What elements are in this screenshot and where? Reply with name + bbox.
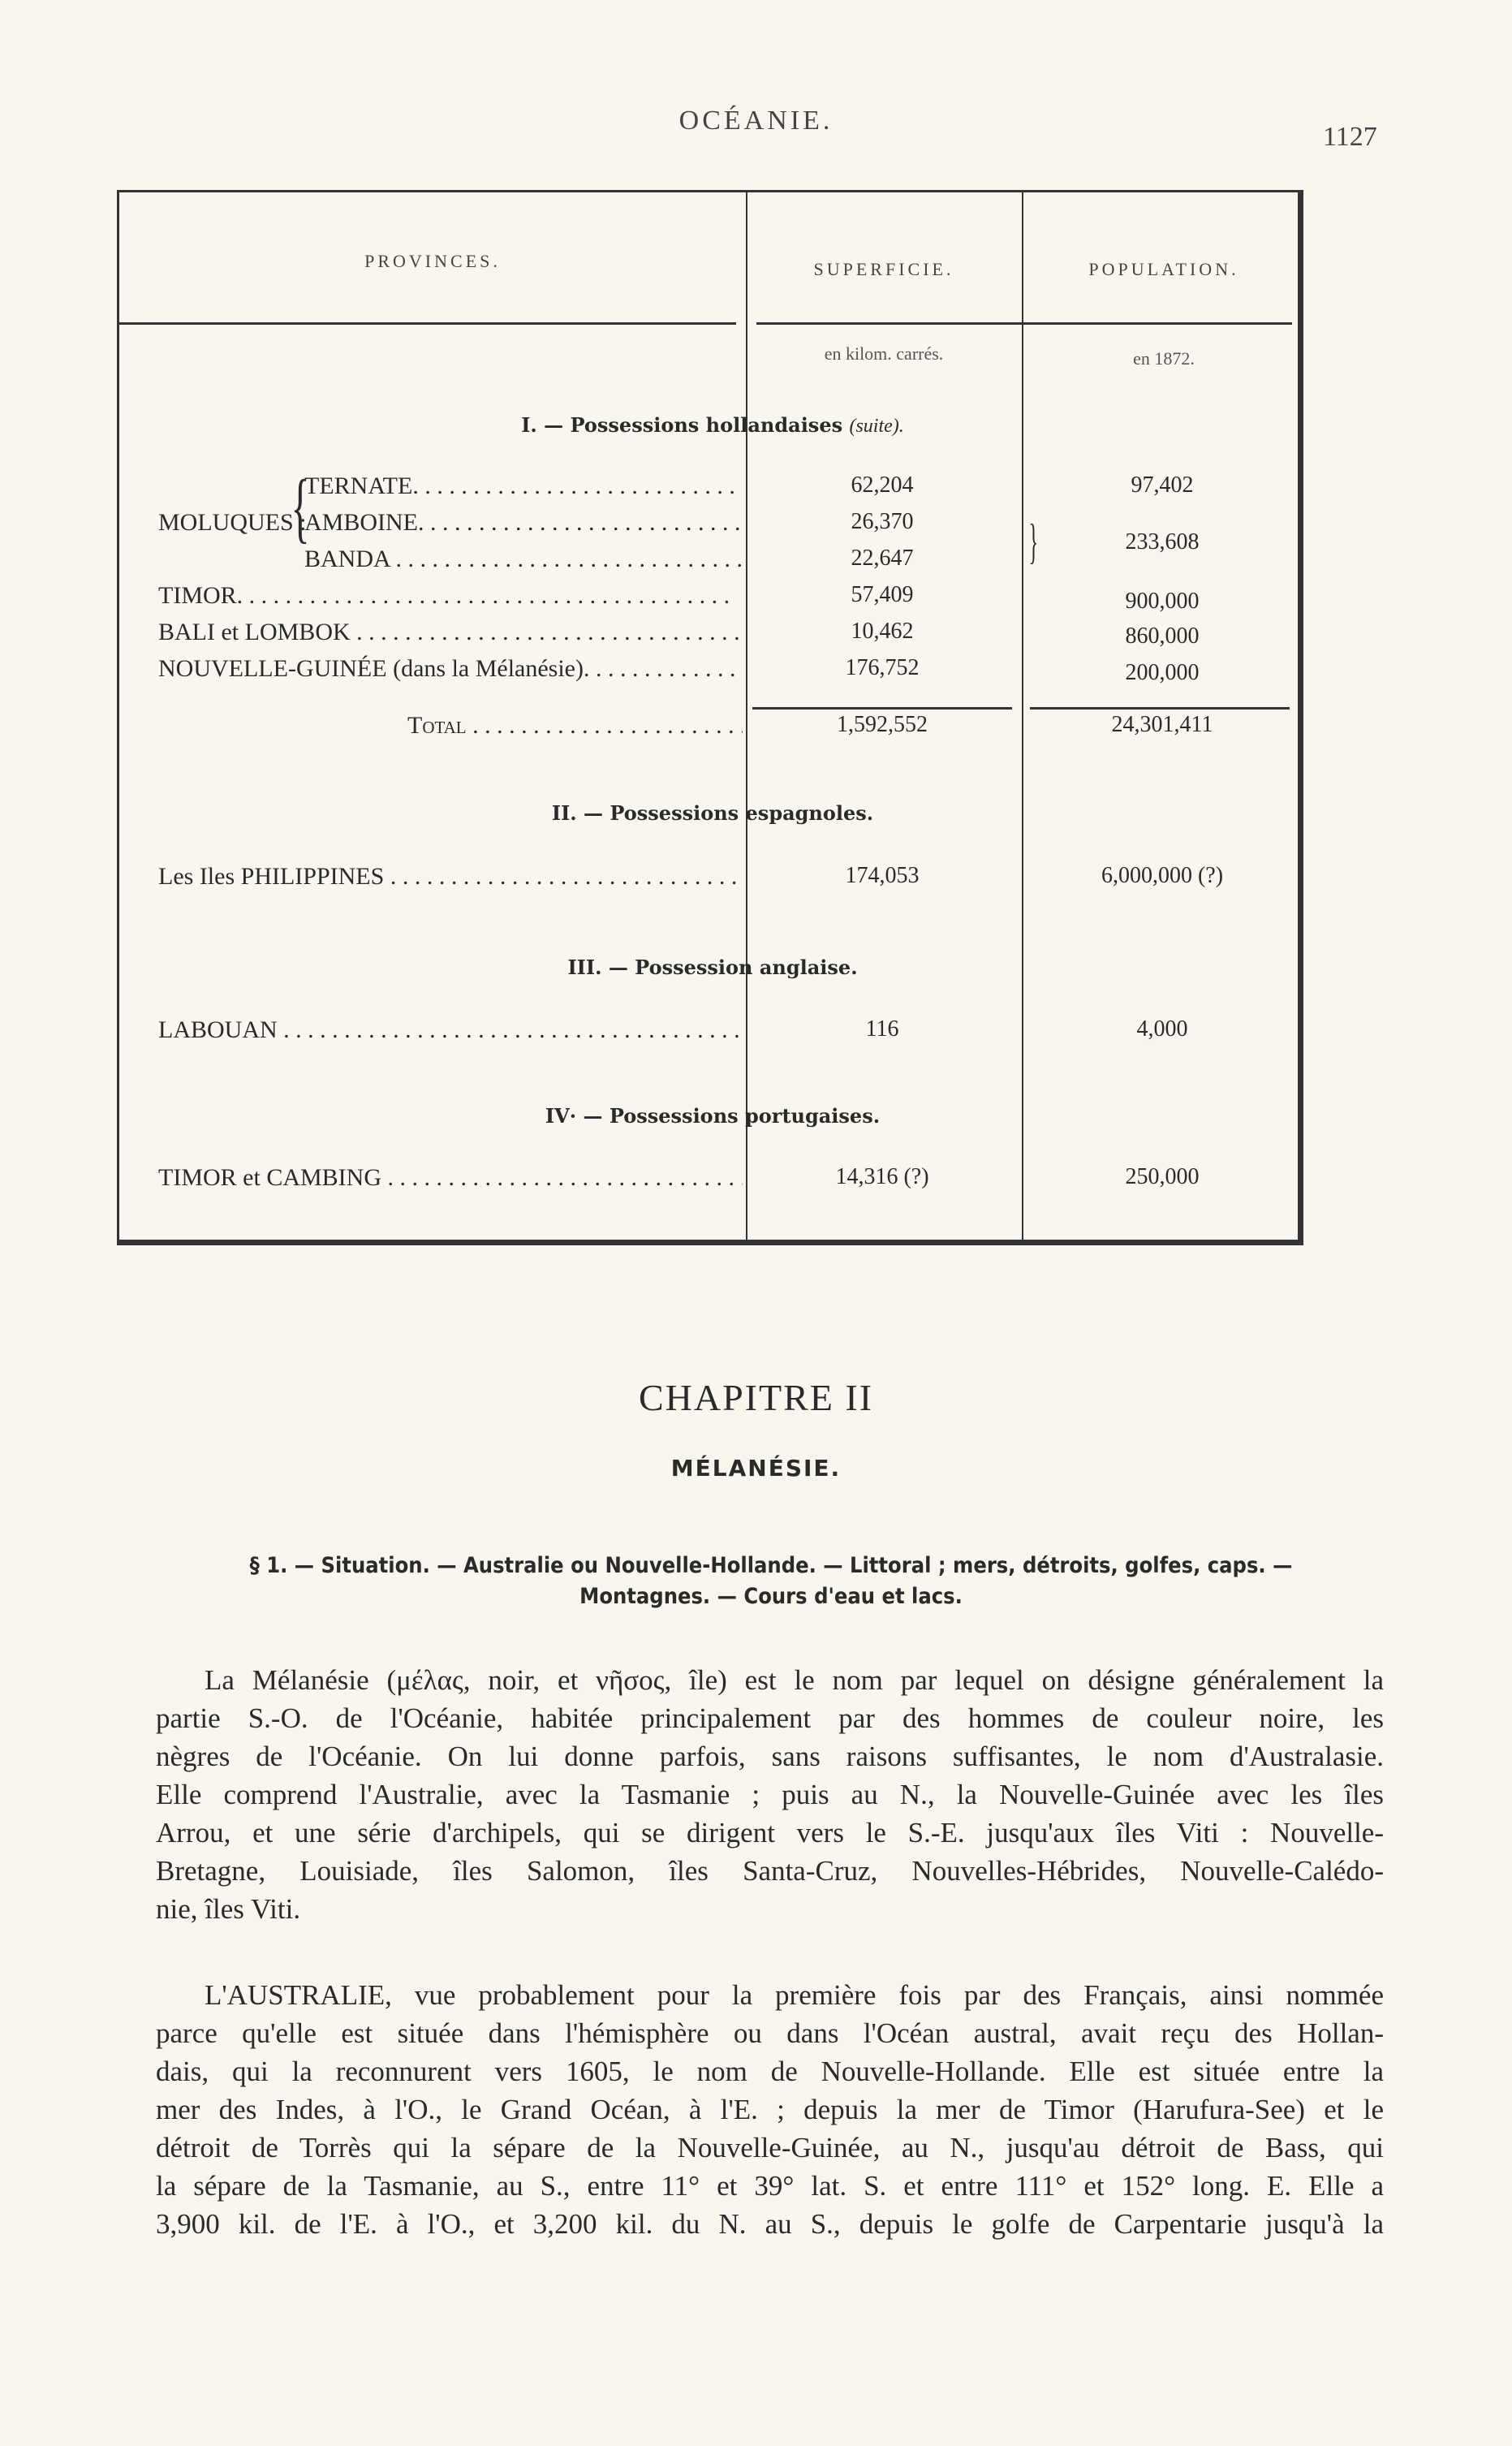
row-name: TIMOR et CAMBING . . .	[158, 1164, 743, 1192]
chapter-subtitle: MÉLANÉSIE.	[670, 1455, 842, 1482]
paragraph-line: Arrou, et une série d'archipels, qui se dirigent vers le S.-E. jusqu'aux îles Viti : Nouvelle-	[156, 1817, 1384, 1849]
row-population: 860,000	[1125, 623, 1200, 649]
row-population: 200,000	[1125, 660, 1200, 685]
table-row	[119, 529, 1306, 578]
section-title-english: III. — Possession anglaise.	[567, 956, 858, 979]
group-label-moluques: MOLUQUES :	[158, 509, 307, 536]
paragraph-line: La Mélanésie (μέλας, noir, et νῆσος, île) est le nom par lequel on désigne généralement la	[205, 1664, 1384, 1696]
row-population: 900,000	[1125, 589, 1200, 614]
row-population: 6,000,000 (?)	[1101, 863, 1224, 888]
row-superficie: 174,053	[845, 863, 920, 888]
row-superficie: 57,409	[851, 582, 914, 607]
table-row	[119, 863, 1306, 895]
total-rule	[1030, 707, 1290, 710]
total-row	[119, 712, 1306, 744]
row-superficie: 14,316 (?)	[835, 1164, 929, 1189]
row-superficie: 26,370	[851, 509, 914, 534]
paragraph-line: L'AUSTRALIE, vue probablement pour la première fois par des Français, ainsi nommée	[205, 1979, 1384, 2011]
paragraph-line: mer des Indes, à l'O., le Grand Océan, à l'E. ; depuis la mer de Timor (Harufura-See) et le	[156, 2094, 1384, 2125]
total-population: 24,301,411	[1111, 712, 1213, 737]
section-title-portuguese: IV· — Possessions portugaises.	[545, 1104, 881, 1128]
section-title-spanish: II. — Possessions espagnoles.	[551, 801, 874, 825]
running-header: OCÉANIE.	[678, 106, 834, 136]
row-superficie: 22,647	[851, 546, 914, 571]
column-header-provinces: PROVINCES.	[364, 251, 501, 271]
total-label: Total . . .	[407, 712, 743, 740]
row-name: BANDA . . .	[304, 546, 743, 573]
row-name: BALI et LOMBOK . . .	[158, 619, 743, 646]
brace: {	[291, 464, 310, 550]
row-name: TIMOR. . . .	[158, 582, 743, 610]
header-rule	[756, 322, 1292, 325]
total-superficie: 1,592,552	[837, 712, 928, 737]
column-header-superficie: SUPERFICIE.	[813, 259, 954, 279]
unit-superficie: en kilom. carrés.	[824, 343, 944, 364]
table-row	[119, 1164, 1306, 1197]
row-name: LABOUAN . . .	[158, 1016, 743, 1044]
row-superficie: 176,752	[845, 655, 920, 680]
header-rule	[119, 322, 736, 325]
section-heading: § 1. — Situation. — Australie ou Nouvelle-Hollande. — Littoral ; mers, détroits, golfes, caps. —	[249, 1553, 1293, 1578]
row-population: 4,000	[1136, 1016, 1188, 1042]
row-name: AMBOINE. . . .	[304, 509, 743, 537]
row-population: 250,000	[1125, 1164, 1200, 1189]
table-row	[119, 582, 1306, 615]
statistics-table	[117, 190, 1303, 1245]
paragraph-line: Bretagne, Louisiade, îles Salomon, îles Santa-Cruz, Nouvelles-Hébrides, Nouvelle-Calédo-	[156, 1855, 1384, 1887]
row-population: 233,608	[1125, 529, 1200, 554]
row-superficie: 62,204	[851, 472, 914, 498]
row-name: Les Iles PHILIPPINES . . .	[158, 863, 743, 891]
paragraph-line: dais, qui la reconnurent vers 1605, le nom de Nouvelle-Hollande. Elle est située entre la	[156, 2056, 1384, 2087]
table-row	[119, 1016, 1306, 1049]
row-superficie: 116	[865, 1016, 899, 1042]
section-title-dutch	[119, 413, 1306, 438]
paragraph-line: détroit de Torrès qui la sépare de la Nouvelle-Guinée, au N., jusqu'au détroit de Bass, qui	[156, 2132, 1384, 2163]
page-number: 1127	[1323, 122, 1377, 152]
total-rule	[752, 707, 1012, 710]
brace: }	[1028, 515, 1039, 568]
paragraph-line: nègres de l'Océanie. On lui donne parfois, sans raisons suffisantes, le nom d'Australasie.	[156, 1741, 1384, 1772]
paragraph-line: nie, îles Viti.	[156, 1893, 301, 1925]
paragraph-line: Elle comprend l'Australie, avec la Tasmanie ; puis au N., la Nouvelle-Guinée avec les îles	[156, 1779, 1384, 1810]
paragraph-line: 3,900 kil. de l'E. à l'O., et 3,200 kil. du N. au S., depuis le golfe de Carpentarie jusqu'à la	[156, 2208, 1384, 2240]
row-population: 97,402	[1131, 472, 1194, 498]
paragraph-line: partie S.-O. de l'Océanie, habitée principalement par des hommes de couleur noire, les	[156, 1702, 1384, 1734]
row-name: TERNATE. . . .	[304, 472, 743, 500]
column-header-population: POPULATION.	[1088, 259, 1239, 279]
section-title-text: I. — Possessions hollandaises	[521, 413, 843, 437]
paragraph-line: parce qu'elle est située dans l'hémisphère ou dans l'Océan austral, avait reçu des Hollan-	[156, 2017, 1384, 2049]
row-superficie: 10,462	[851, 619, 914, 644]
chapter-title: CHAPITRE II	[638, 1377, 874, 1418]
section-heading: Montagnes. — Cours d'eau et lacs.	[579, 1584, 963, 1609]
row-name: NOUVELLE-GUINÉE (dans la Mélanésie). . . .	[158, 655, 743, 683]
table-row	[119, 655, 1306, 688]
unit-population: en 1872.	[1133, 348, 1195, 369]
paragraph-line: la sépare de la Tasmanie, au S., entre 11° et 39° lat. S. et entre 111° et 152° long. E. Elle a	[156, 2170, 1384, 2202]
table-row	[119, 619, 1306, 651]
section-title-note: (suite).	[849, 416, 904, 437]
